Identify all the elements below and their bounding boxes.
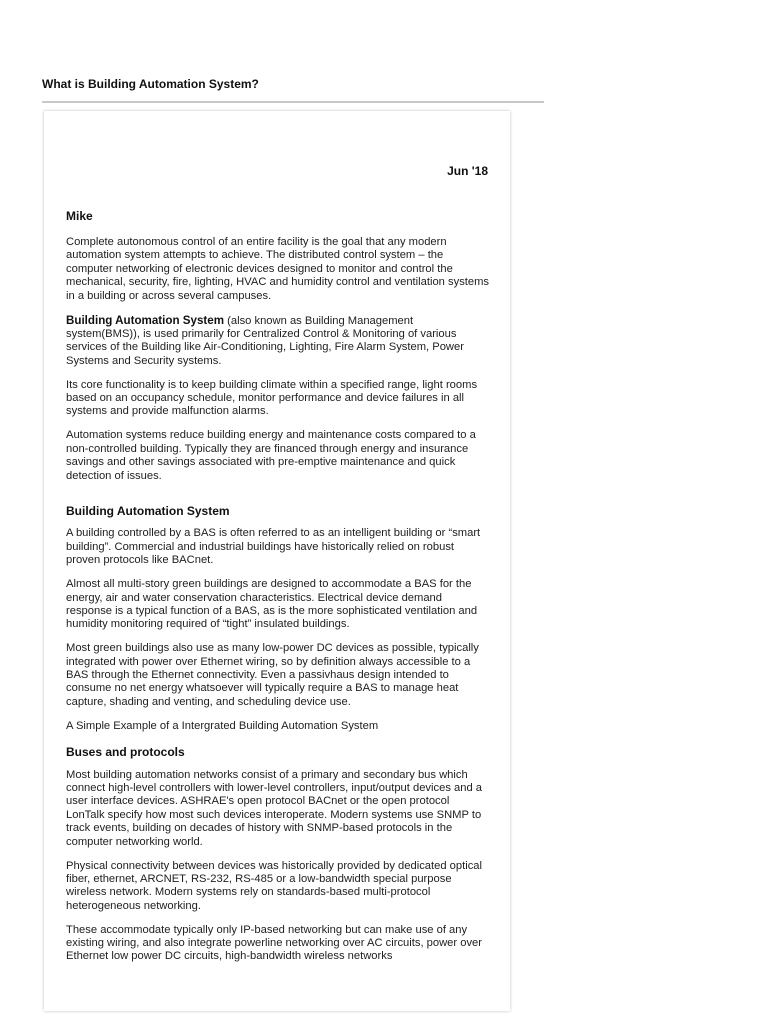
page-title: What is Building Automation System? (42, 77, 259, 91)
post-card (44, 111, 510, 1011)
title-divider (42, 101, 544, 103)
section-heading: Building Automation System (66, 504, 230, 518)
paragraph: Most green buildings also use as many low-power DC devices as possible, typically integrated with power over Ethernet wiring, so by definition always accessible to a BAS through the Ethernet connectivity. Even a passivhaus design intended to consume no net energy whatsoever will typically require a BAS to manage heat capture, shading and venting, and scheduling device use. (66, 642, 479, 708)
paragraph: A building controlled by a BAS is often referred to as an intelligent building or “smart building”. Commercial and industrial buildings have historically relied on robust proven protocols like BACnet. (66, 527, 481, 567)
paragraph: Almost all multi-story green buildings are designed to accommodate a BAS for the energy, air and water conservation characteristics. Electrical device demand response is a typical function of a BAS, as is the more sophisticated ventilation and humidity monitoring required of “tight” insulated buildings. (66, 578, 478, 631)
paragraph (66, 314, 490, 369)
paragraph: A Simple Example of a Intergrated Building Automation System (66, 719, 379, 732)
paragraph: Most building automation networks consist of a primary and secondary bus which connect high-level controllers with lower-level controllers, input/output devices and a user interface devices. ASHRAE's open protocol BACnet or the open protocol LonTalk specify how most such devices interoperate. Modern systems use SNMP to track events, building on decades of history with SNMP-based protocols in the computer networking world. (66, 768, 483, 848)
strong-term: Building Automation System (66, 313, 225, 327)
paragraph: Physical connectivity between devices was historically provided by dedicated optical fiber, ethernet, ARCNET, RS-232, RS-485 or a low-bandwidth special purpose wireless network. Modern systems rely on standards-based multi-protocol heterogeneous networking. (66, 859, 483, 912)
post-date: Jun '18 (447, 164, 488, 178)
section-heading: Buses and protocols (66, 745, 185, 760)
paragraph: Its core functionality is to keep building climate within a specified range, light rooms based on an occupancy schedule, monitor performance and device failures in all systems and provide malfunction alarms. (66, 378, 478, 418)
paragraph: These accommodate typically only IP-based networking but can make use of any existing wiring, and also integrate powerline networking over AC circuits, power over Ethernet low power DC circuits, high-bandwidth wireless networks (66, 923, 483, 963)
paragraph: Automation systems reduce building energy and maintenance costs compared to a non-controlled building. Typically they are financed through energy and insurance savings and other savings associated with pre-emptive maintenance and quick detection of issues. (66, 429, 476, 482)
post-author: Mike (66, 209, 93, 223)
paragraph-text: (also known as Building Management system(BMS)), is used primarily for Centralized Control & Monitoring of various services of the Building like Air-Conditioning, Lighting, Fire Alarm System, Power Systems and Security systems. (66, 314, 464, 367)
post-body (66, 236, 490, 974)
paragraph: Complete autonomous control of an entire facility is the goal that any modern automation system attempts to achieve. The distributed control system – the computer networking of electronic devices designed to monitor and control the mechanical, security, fire, lighting, HVAC and humidity control and ventilation systems in a building or across several campuses. (66, 236, 490, 302)
